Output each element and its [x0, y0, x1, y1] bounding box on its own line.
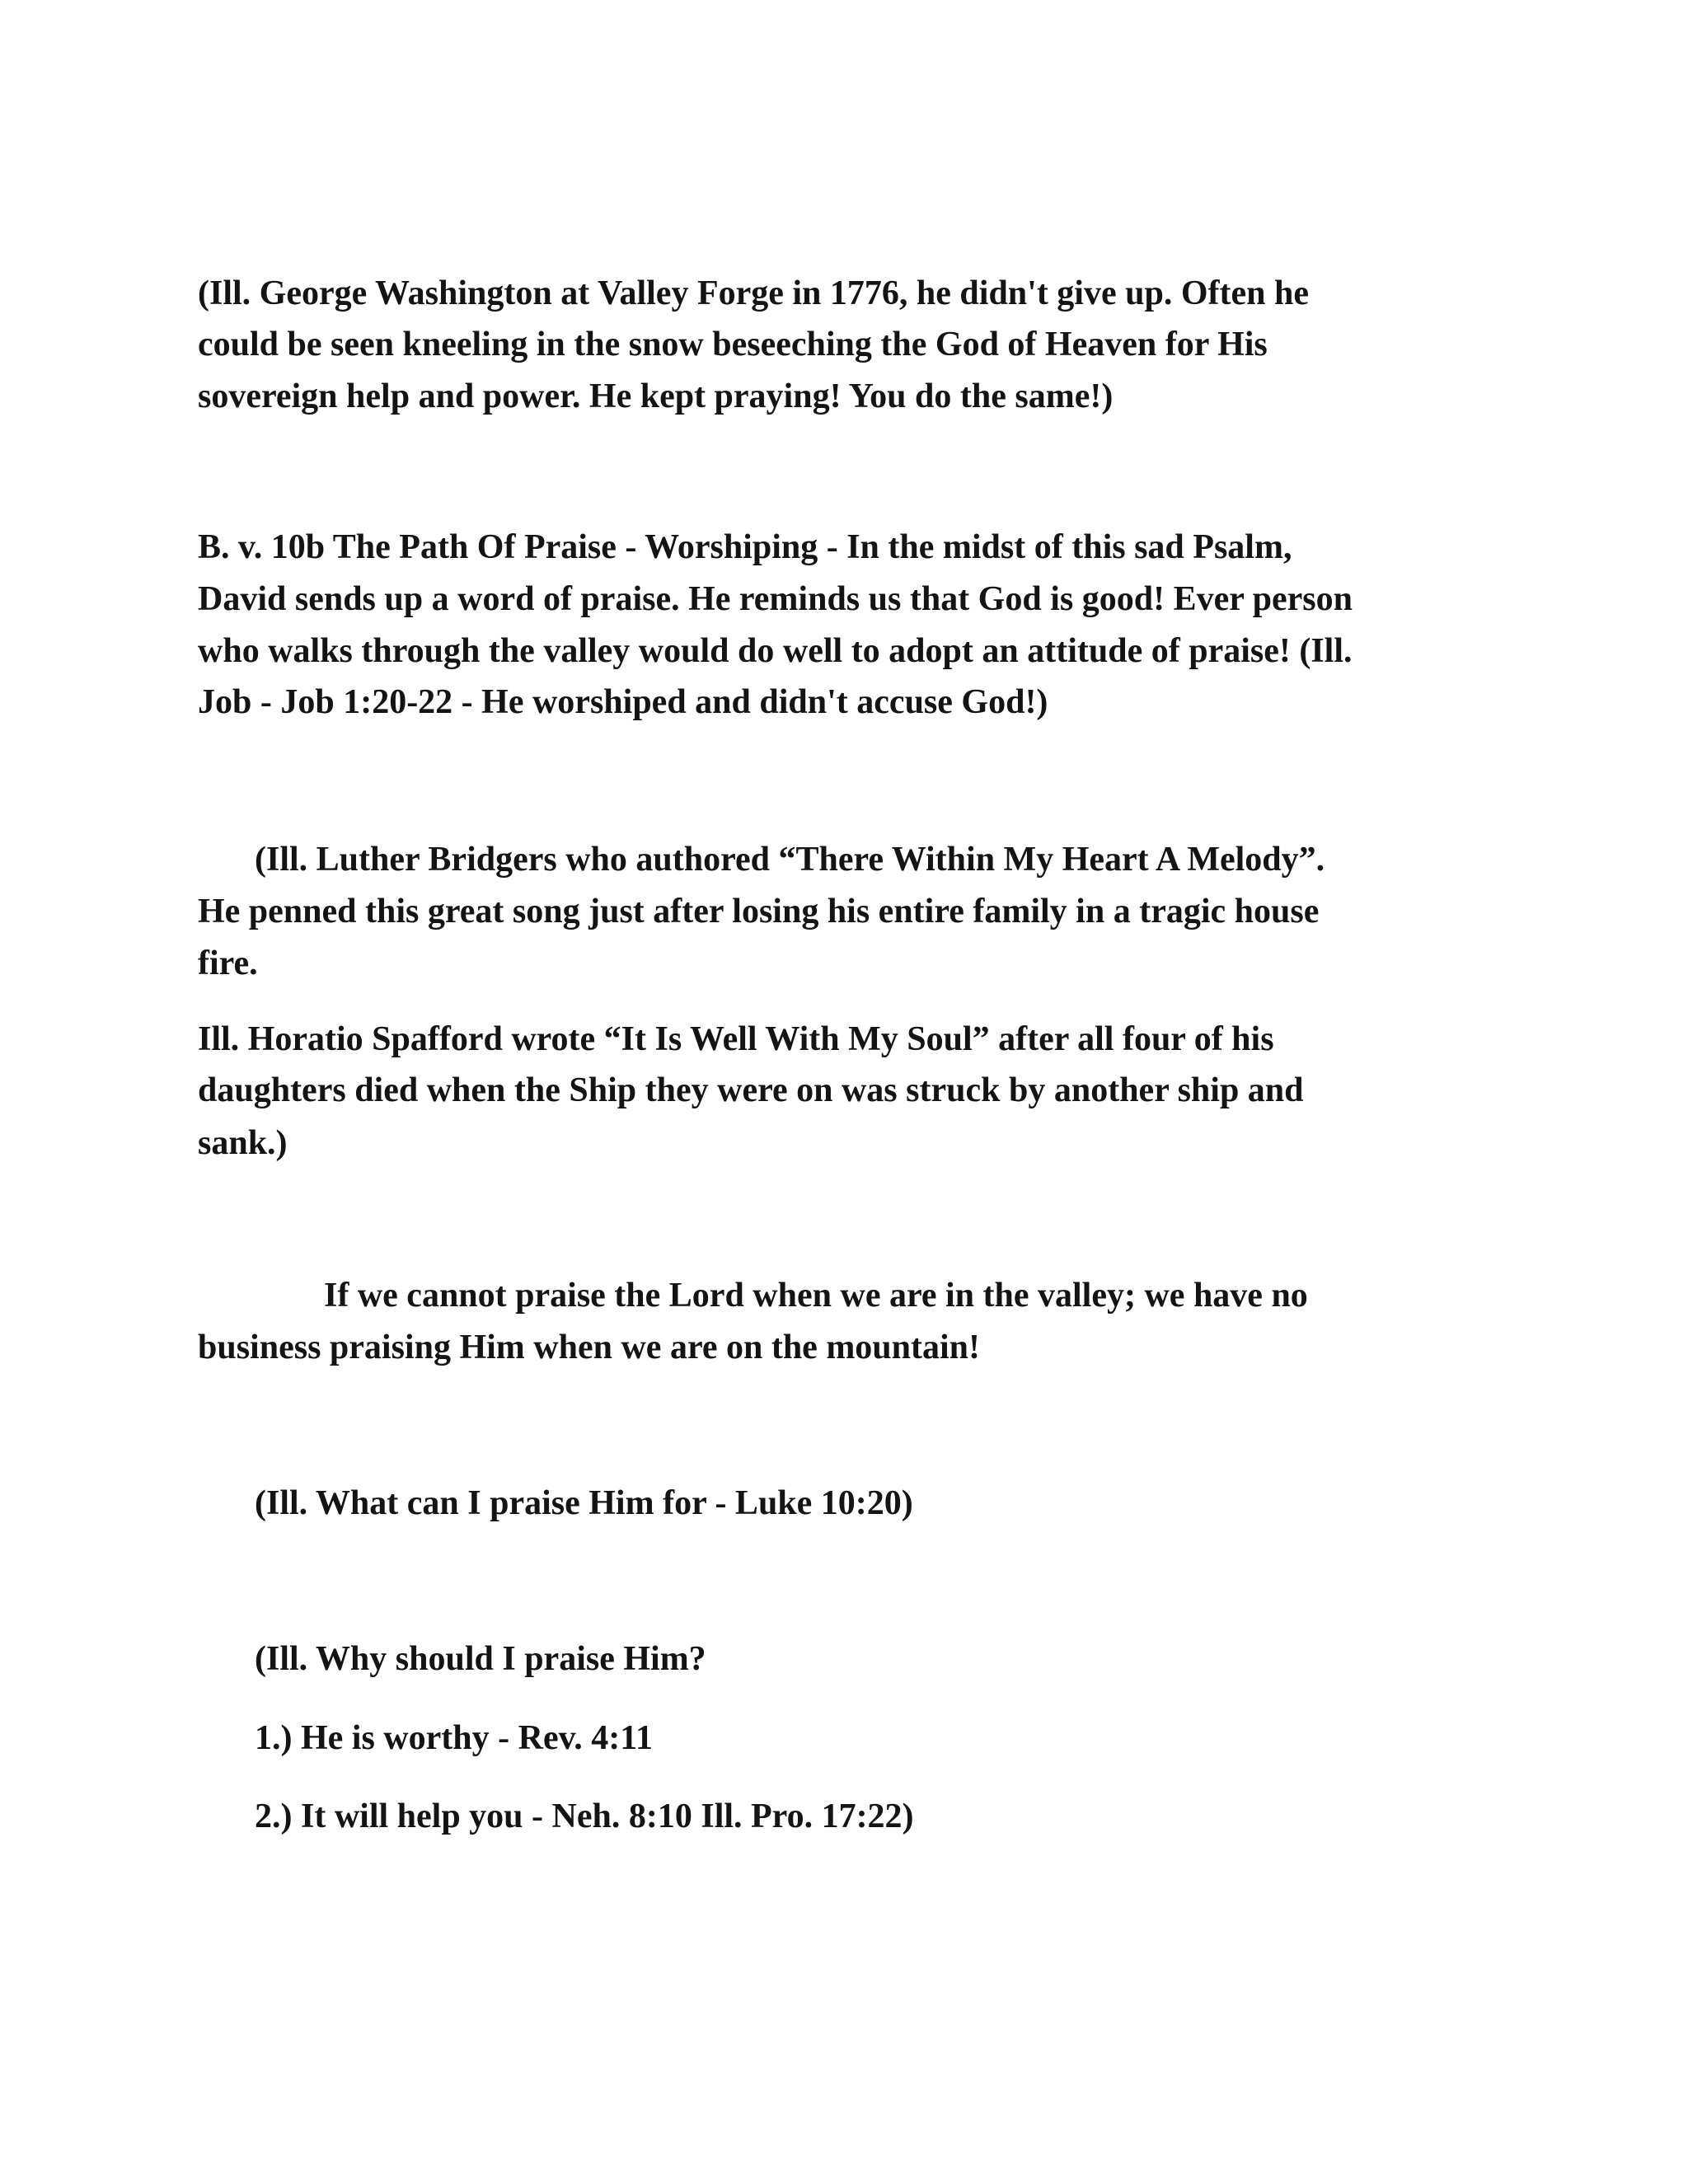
text-line: fire. [198, 944, 258, 982]
text-line: (Ill. What can I praise Him for - Luke 10:20) [255, 1484, 913, 1522]
text-line: (Ill. George Washington at Valley Forge in 1776, he didn't give up. Often he [198, 274, 1309, 312]
text-line: Ill. Horatio Spafford wrote “It Is Well With My Soul” after all four of his [198, 1020, 1274, 1058]
text-line: sank.) [198, 1124, 288, 1162]
text-line: could be seen kneeling in the snow beseeching the God of Heaven for His [198, 326, 1268, 363]
text-line: (Ill. Why should I praise Him? [255, 1640, 706, 1678]
list-item: 1.) He is worthy - Rev. 4:11 [255, 1719, 653, 1757]
text-line: daughters died when the Ship they were on was struck by another ship and [198, 1071, 1304, 1109]
text-line: who walks through the valley would do well to adopt an attitude of praise! (Ill. [198, 632, 1353, 670]
text-line: sovereign help and power. He kept praying! You do the same!) [198, 377, 1114, 415]
text-line: He penned this great song just after losing his entire family in a tragic house [198, 893, 1320, 930]
list-item: 2.) It will help you - Neh. 8:10 Ill. Pro. 17:22) [255, 1797, 914, 1835]
text-line: Job - Job 1:20-22 - He worshiped and didn't accuse God!) [198, 683, 1048, 721]
text-line: David sends up a word of praise. He reminds us that God is good! Ever person [198, 580, 1353, 618]
text-line: business praising Him when we are on the mountain! [198, 1329, 981, 1366]
text-line: B. v. 10b The Path Of Praise - Worshiping - In the midst of this sad Psalm, [198, 528, 1292, 566]
text-line: If we cannot praise the Lord when we are in the valley; we have no [324, 1277, 1308, 1315]
text-line: (Ill. Luther Bridgers who authored “There Within My Heart A Melody”. [255, 841, 1325, 879]
